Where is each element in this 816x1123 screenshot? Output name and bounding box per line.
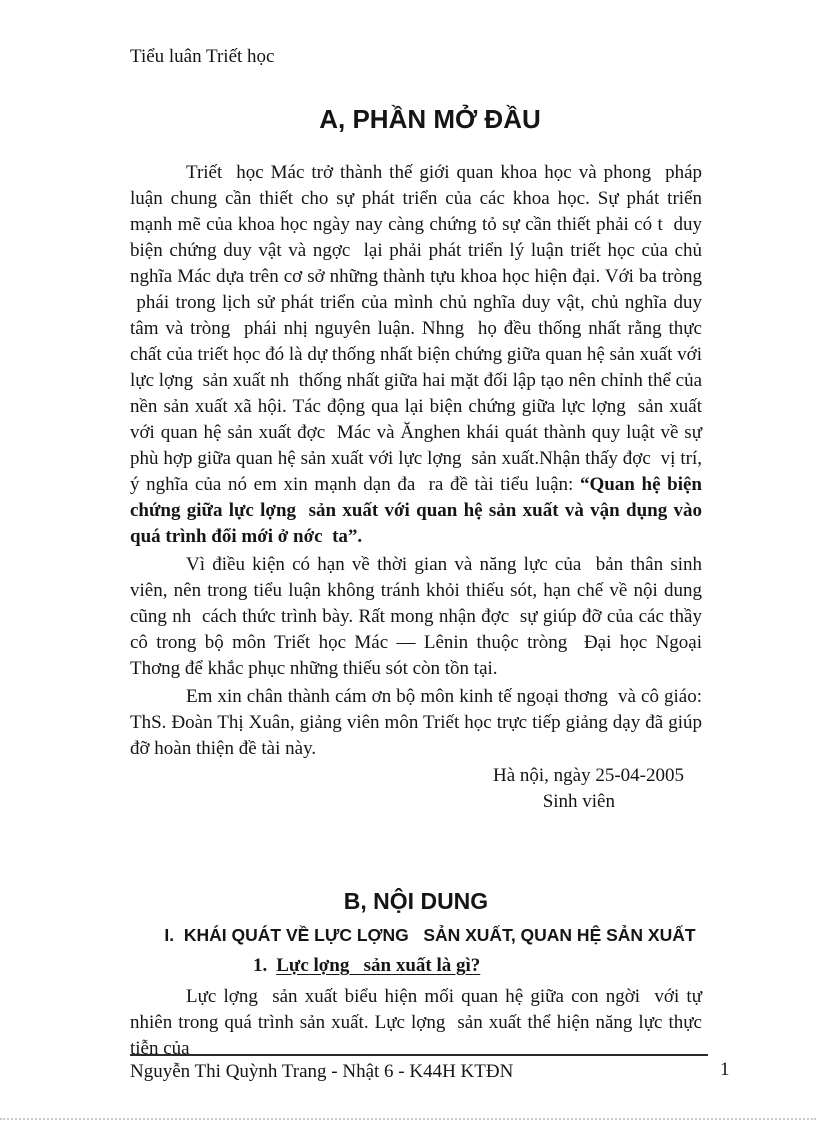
- footer-divider: [130, 1054, 708, 1056]
- body-paragraph: Lực lợng sản xuất biểu hiện mối quan hệ giữa con ngời với tự nhiên trong quá trình sản xuất. Lực lợng sản xuất thể hiện năng lực thực tiễn của: [130, 986, 702, 1059]
- thesis-title-quote: “Quan hệ biện chứng giữa lực lợng sản xuất với quan hệ sản xuất và vận dụng vào quá trình đổi mới ở nớc ta”.: [130, 474, 702, 547]
- subheading-text: Lực lợng sản xuất là gì?: [276, 955, 481, 976]
- page-number: 1: [720, 1059, 730, 1080]
- section-b-subheading-1: [253, 953, 480, 979]
- section-a-title: A, PHẦN MỞ ĐẦU: [319, 104, 541, 134]
- intro-paragraph-text: Triết học Mác trở thành thế giới quan khoa học và phong pháp luận chung cần thiết cho sự phát triển của các khoa học. Sự phát triển mạnh mẽ của khoa học ngày nay càng chứng tỏ sự cần thiết phải có t duy biện chứng duy vật và ngợc lại phải phát triển lý luận triết học của chủ nghĩa Mác dựa trên cơ sở những thành tựu khoa học hiện đại. Với ba tròng phái trong lịch sử phát triển của mình chủ nghĩa duy vật, chủ nghĩa duy tâm và tròng phái nhị nguyên luận. Nhng họ đều thống nhất rằng thực chất của triết học đó là dự thống nhất biện chứng giữa quan hệ sản xuất với lực lợng sản xuất nh thống nhất giữa hai mặt đối lập tạo nên chỉnh thể của nền sản xuất xã hội. Tác động qua lại biện chứng giữa lực lợng sản xuất với quan hệ sản xuất đợc Mác và Ănghen khái quát thành quy luật về sự phù hợp giữa quan hệ sản xuất với lực lợng sản xuất.Nhận thấy đợc vị trí, ý nghĩa của nó em xin mạnh dạn đa ra đề tài tiểu luận:: [130, 162, 703, 495]
- section-b-title: B, NỘI DUNG: [343, 888, 489, 914]
- page-bottom-dotted-line: [0, 1118, 816, 1120]
- page-header: Tiểu luân Triết học: [130, 46, 275, 67]
- intro-paragraph: [130, 160, 702, 550]
- section-b-heading-1: I. KHÁI QUÁT VỀ LỰC LỢNG SẢN XUẤT, QUAN HỆ SẢN XUẤT: [164, 925, 696, 945]
- footer-author: Nguyễn Thi Quỳnh Trang - Nhật 6 - K44H KTĐN: [130, 1061, 514, 1082]
- date-line: Hà nội, ngày 25-04-2005: [492, 765, 684, 786]
- signature-line: Sinh viên: [542, 791, 615, 812]
- thanks-paragraph: Em xin chân thành cám ơn bộ môn kinh tế ngoại thơng và cô giáo: ThS. Đoàn Thị Xuân, giảng viên môn Triết học trực tiếp giảng dạy đã giúp đỡ hoàn thiện đề tài này.: [130, 686, 702, 759]
- limitations-paragraph: Vì điều kiện có hạn về thời gian và năng lực của bản thân sinh viên, nên trong tiểu luận không tránh khỏi thiếu sót, hạn chế về nội dung cũng nh cách thức trình bày. Rất mong nhận đợc sự giúp đỡ của các thầy cô trong bộ môn Triết học Mác — Lênin thuộc tròng Đại học Ngoại Thơng để khắc phục những thiếu sót còn tồn tại.: [130, 554, 702, 679]
- subheading-number: 1.: [253, 955, 268, 976]
